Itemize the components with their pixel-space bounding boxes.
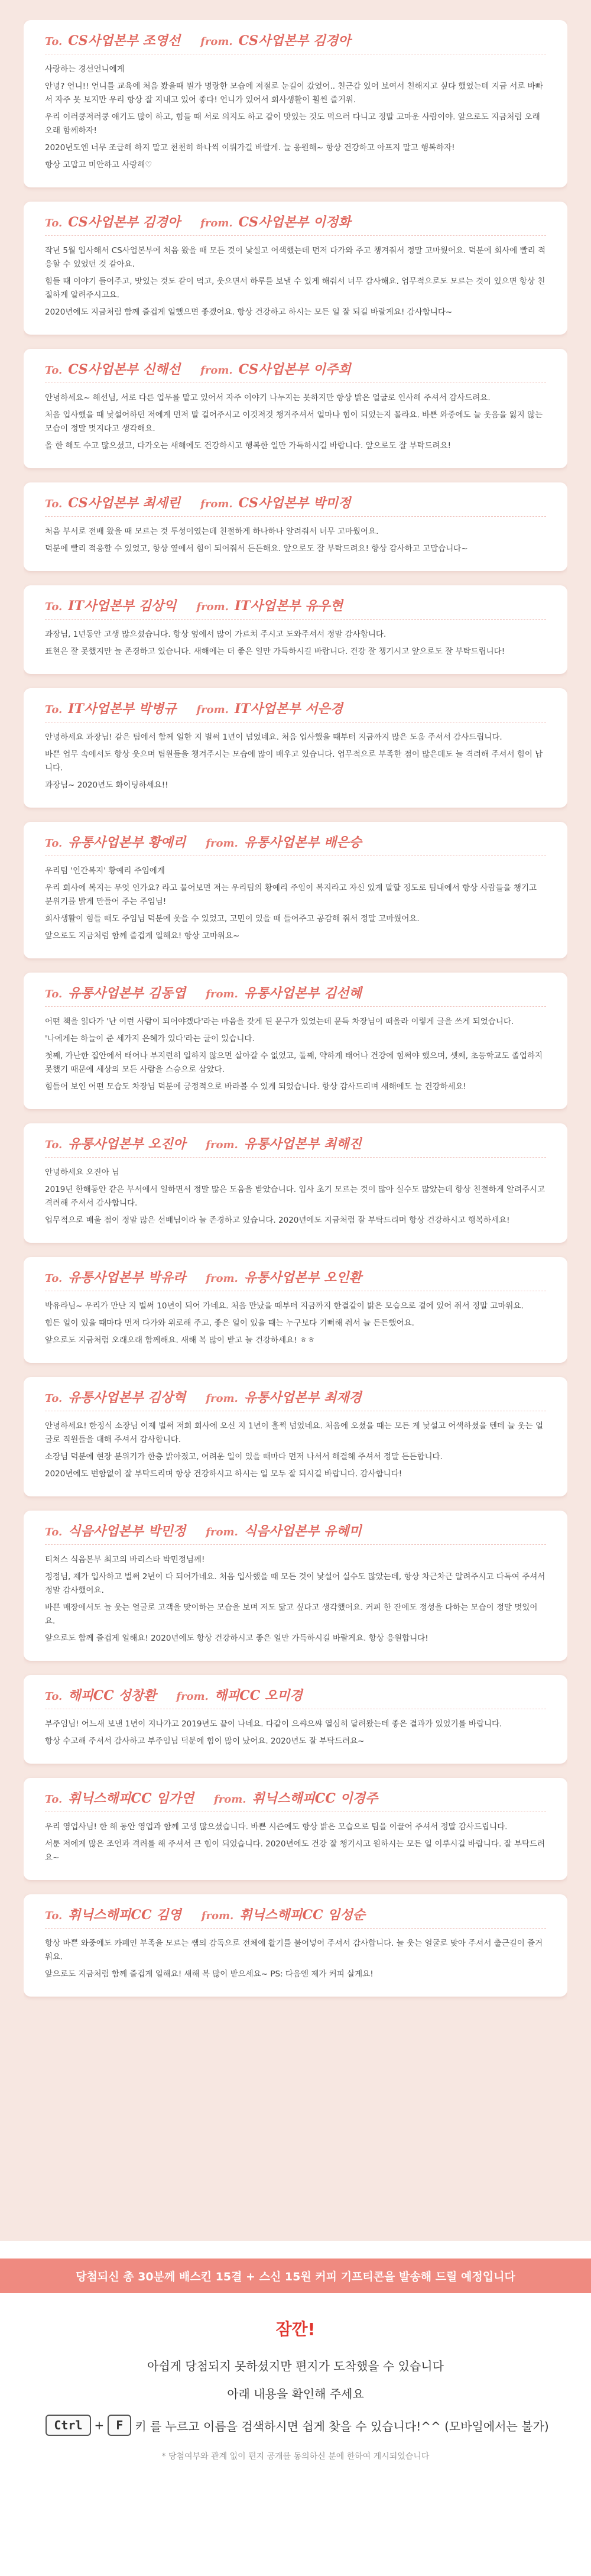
sender-name: IT사업본부 유우현 (234, 598, 343, 614)
search-hint-text: 키 를 누르고 이름을 검색하시면 쉽게 찾을 수 있습니다!^^ (모바일에서는 불가) (135, 2419, 549, 2434)
to-label: To. (45, 988, 63, 1000)
letter-card (24, 349, 567, 468)
letter-line: 안녕? 언니!! 언니를 교육에 처음 봤을때 뭔가 명랑한 모습에 저절로 눈길이 갔었어.. 친근감 있어 보여서 친해지고 싶다 했었는데 지금 서로 바빠서 자주 못 보지만 우리 항상 잘 지내고 있어 좋다! 언니가 있어서 회사생활이 훨씬 즐거워. (45, 82, 543, 105)
footer-notice (0, 2241, 591, 2576)
letter-line: 힘든 일이 있을 때마다 먼저 다가와 위로해 주고, 좋은 일이 있을 때는 누구보다 기뻐해 줘서 늘 든든했어요. (45, 1318, 414, 1328)
sender-name: 유통사업본부 배은승 (243, 835, 362, 850)
f-key: F (108, 2415, 131, 2436)
sender-name: 해피CC 오미경 (214, 1688, 303, 1703)
recipient-name: CS사업본부 김경아 (68, 215, 181, 230)
letter-header (45, 1521, 546, 1545)
sender-name: CS사업본부 박미정 (238, 495, 351, 511)
letter-body (45, 1015, 546, 1094)
letter-body (45, 63, 546, 172)
letter-line: 항상 수고해 주셔서 감사하고 부주임님 덕분에 힘이 많이 났어요. 2020년도 잘 부탁드려요~ (45, 1736, 365, 1746)
letter-header (45, 1268, 546, 1291)
sender-name: 식음사업본부 유혜미 (243, 1524, 362, 1539)
letter-line: 앞으로도 지금처럼 함께 즐겁게 일해요! 새해 복 많이 받으세요~ PS: 다음엔 제가 커피 살게요! (45, 1969, 374, 1979)
sender-name: 휘닉스해피CC 이경주 (252, 1791, 378, 1806)
letter-header (45, 212, 546, 236)
from-label: from. (206, 1272, 238, 1285)
to-label: To. (45, 1392, 63, 1405)
letter-header (45, 1388, 546, 1411)
letter-line: '나에게는 하늘이 준 세가지 은혜가 있다'라는 글이 있습니다. (45, 1034, 255, 1044)
letter-line: 업무적으로 배울 점이 정말 많은 선배님이라 늘 존경하고 있습니다. 2020년에도 지금처럼 잘 부탁드리며 항상 건강하시고 행복하세요! (45, 1216, 510, 1225)
recipient-name: CS사업본부 조영선 (68, 33, 181, 48)
letter-line: 처음 입사했을 때 낯설어하던 저에게 먼저 말 걸어주시고 이것저것 챙겨주셔서 얼마나 힘이 되었는지 몰라요. 바쁜 와중에도 늘 웃음을 잃지 않는 모습이 정말 멋지다고 생각해요. (45, 410, 543, 433)
letter-line: 2020년에도 지금처럼 함께 즐겁게 일했으면 좋겠어요. 항상 건강하고 하시는 모든 일 잘 되길 바랄게요! 감사합니다~ (45, 307, 453, 317)
sender-name: 유통사업본부 오인환 (243, 1270, 362, 1285)
from-label: from. (200, 364, 233, 377)
letter-header (45, 31, 546, 54)
letter-line: 우리 회사에 복지는 무엇 인가요? 라고 물어보면 저는 우리팀의 황예리 주임이 복지라고 자신 있게 말할 정도로 팀내에서 항상 사람들을 챙기고 분위기를 밝게 만들어 주는 주임님! (45, 883, 537, 906)
letter-card (24, 1377, 567, 1496)
letter-line: 2019년 한해동안 같은 부서에서 일하면서 정말 많은 도움을 받았습니다. 입사 초기 모르는 것이 많아 실수도 많았는데 항상 친절하게 알려주시고 격려해 주셔서 감사합니다. (45, 1185, 545, 1208)
notice-line-2: 아래 내용을 확인해 주세요 (227, 2387, 364, 2401)
letter-body (45, 628, 546, 659)
recipient-name: IT사업본부 박병규 (68, 701, 177, 717)
letter-line: 2020년도엔 너무 조급해 하지 말고 천천히 하나씩 이뤄가길 바랄게. 늘 응원해~ 항상 건강하고 아프지 말고 행복하자! (45, 143, 455, 153)
recipient-name: CS사업본부 최세린 (68, 495, 181, 511)
letter-body (45, 731, 546, 792)
letter-line: 우리팀 '인간복지' 황예리 주임에게 (45, 866, 165, 876)
notice-line-1: 아쉽게 당첨되지 못하셨지만 편지가 도착했을 수 있습니다 (147, 2359, 444, 2373)
recipient-name: 휘닉스해피CC 김영 (68, 1907, 181, 1923)
letter-line: 우리 영업사님! 한 해 동안 영업과 함께 고생 많으셨습니다. 바쁜 시즌에도 항상 밝은 모습으로 팀을 이끌어 주셔서 정말 감사드립니다. (45, 1822, 508, 1832)
letter-line: 처음 부서로 전배 왔을 때 모르는 것 투성이였는데 친절하게 하나하나 알려줘서 너무 고마웠어요. (45, 527, 379, 536)
letter-line: 서툰 저에게 많은 조언과 격려를 해 주셔서 큰 힘이 되었습니다. 2020년에도 건강 잘 챙기시고 원하시는 모든 일 이루시길 바랍니다. 잘 부탁드려요~ (45, 1839, 545, 1862)
letter-body (45, 1553, 546, 1645)
letter-body (45, 1166, 546, 1227)
recipient-name: 유통사업본부 김동엽 (68, 986, 186, 1001)
to-label: To. (45, 35, 63, 48)
recipient-name: 유통사업본부 오진아 (68, 1136, 186, 1152)
recipient-name: CS사업본부 신해선 (68, 362, 181, 377)
letter-card (24, 1123, 567, 1243)
letter-line: 과장님~ 2020년도 화이팅하세요!! (45, 780, 168, 790)
recipient-name: 유통사업본부 박유라 (68, 1270, 186, 1285)
letter-line: 항상 고맙고 미안하고 사랑해♡ (45, 160, 152, 170)
letter-line: 힘들어 보인 어떤 모습도 차장님 덕분에 긍정적으로 바라볼 수 있게 되었습니다. 항상 감사드리며 새해에도 늘 건강하세요! (45, 1082, 467, 1091)
letter-header (45, 359, 546, 383)
recipient-name: 휘닉스해피CC 임가연 (68, 1791, 194, 1806)
letter-header (45, 983, 546, 1007)
letter-line: 힘들 때 이야기 들어주고, 맛있는 것도 같이 먹고, 웃으면서 하루를 보낼 수 있게 해줘서 너무 감사해요. 업무적으로도 모르는 것이 있으면 항상 친절하게 알려주시고요. (45, 277, 545, 300)
letter-line: 작년 5월 입사해서 CS사업본부에 처음 왔을 때 모든 것이 낯설고 어색했는데 먼저 다가와 주고 챙겨줘서 정말 고마웠어요. 덕분에 회사에 빨리 적응할 수 있었던 것 같아요. (45, 246, 545, 269)
letter-card (24, 1257, 567, 1363)
ctrl-key: Ctrl (46, 2415, 90, 2436)
letter-line: 우리 이러쿵저러쿵 얘기도 많이 하고, 힘들 때 서로 의지도 하고 같이 맛있는 것도 먹으러 다니고 정말 고마운 사람이야. 앞으로도 지금처럼 오래오래 함께하자! (45, 112, 540, 135)
letter-line: 안녕하세요 오진아 님 (45, 1168, 119, 1177)
prize-banner (0, 2259, 591, 2293)
letter-body (45, 525, 546, 556)
letter-line: 티처스 식음본부 최고의 바리스타 박민정님께! (45, 1555, 205, 1564)
letter-card (24, 585, 567, 674)
from-label: from. (206, 1139, 238, 1151)
to-label: To. (45, 704, 63, 716)
letter-header (45, 1134, 546, 1158)
from-label: from. (176, 1690, 209, 1703)
plus-sign: + (94, 2418, 105, 2432)
letter-body (45, 1820, 546, 1865)
recipient-name: 유통사업본부 황예리 (68, 835, 186, 850)
to-label: To. (45, 364, 63, 377)
sender-name: CS사업본부 이주희 (238, 362, 351, 377)
to-label: To. (45, 1793, 63, 1806)
to-label: To. (45, 837, 63, 850)
letter-line: 사랑하는 경선언니에게 (45, 64, 125, 74)
letter-header (45, 493, 546, 517)
to-label: To. (45, 1139, 63, 1151)
letter-card (24, 1511, 567, 1661)
letter-card (24, 202, 567, 335)
letter-card (24, 688, 567, 808)
to-label: To. (45, 601, 63, 613)
from-label: from. (196, 704, 229, 716)
sender-name: CS사업본부 이정화 (238, 215, 351, 230)
letter-line: 바쁜 매장에서도 늘 웃는 얼굴로 고객을 맞이하는 모습을 보며 저도 닮고 싶다고 생각했어요. 커피 한 잔에도 정성을 다하는 모습이 정말 멋있어요. (45, 1603, 538, 1626)
from-label: from. (206, 1526, 238, 1538)
letter-header (45, 1788, 546, 1812)
from-label: from. (206, 1392, 238, 1405)
letter-body (45, 864, 546, 943)
letter-body (45, 1937, 546, 1981)
letter-line: 박유라님~ 우리가 만난 지 벌써 10년이 되어 가네요. 처음 만났을 때부터 지금까지 한결같이 밝은 모습으로 곁에 있어 줘서 정말 고마워요. (45, 1301, 524, 1311)
letter-line: 안녕하세요 과장님! 같은 팀에서 함께 일한 지 벌써 1년이 넘었네요. 처음 입사했을 때부터 지금까지 많은 도움 주셔서 감사드립니다. (45, 733, 502, 742)
letter-line: 항상 바쁜 와중에도 카페인 부족을 모르는 쌤의 감독으로 전체에 활기를 불어넣어 주셔서 감사합니다. 늘 웃는 얼굴로 맞아 주셔서 출근길이 즐거워요. (45, 1939, 543, 1962)
recipient-name: 식음사업본부 박민정 (68, 1524, 186, 1539)
from-label: from. (206, 988, 238, 1000)
sender-name: 유통사업본부 최해진 (243, 1136, 362, 1152)
letter-line: 안녕하세요! 한정식 소장님 이제 벌써 저희 회사에 오신 지 1년이 훌쩍 넘었네요. 처음에 오셨을 때는 모든 게 낯설고 어색하셨을 텐데 늘 웃는 얼굴로 직원들을 대해 주셔서 감사합니다. (45, 1421, 543, 1444)
letter-line: 덕분에 빨리 적응할 수 있었고, 항상 옆에서 힘이 되어줘서 든든해요. 앞으로도 잘 부탁드려요! 항상 감사하고 고맙습니다~ (45, 544, 468, 553)
from-label: from. (196, 601, 229, 613)
recipient-name: 해피CC 성창환 (68, 1688, 157, 1703)
to-label: To. (45, 1526, 63, 1538)
letter-header (45, 596, 546, 620)
sender-name: CS사업본부 김경아 (238, 33, 351, 48)
letter-card (24, 1675, 567, 1764)
letter-line: 바쁜 업무 속에서도 항상 웃으며 팀원들을 챙겨주시는 모습에 많이 배우고 있습니다. 업무적으로 부족한 점이 많은데도 늘 격려해 주셔서 힘이 납니다. (45, 750, 543, 773)
to-label: To. (45, 1690, 63, 1703)
to-label: To. (45, 217, 63, 229)
letter-line: 표현은 잘 못했지만 늘 존경하고 있습니다. 새해에는 더 좋은 일만 가득하시길 바랍니다. 건강 잘 챙기시고 앞으로도 잘 부탁드립니다! (45, 647, 505, 656)
letter-body (45, 391, 546, 453)
letter-card (24, 482, 567, 571)
letter-body (45, 1718, 546, 1748)
sender-name: IT사업본부 서은경 (234, 701, 343, 717)
letter-line: 부주임님! 어느새 보낸 1년이 지나가고 2019년도 끝이 나네요. 다같이 으쌰으쌰 열심히 달려왔는데 좋은 결과가 있었기를 바랍니다. (45, 1719, 502, 1729)
letter-header (45, 699, 546, 722)
letter-line: 어떤 책을 읽다가 '난 이런 사람이 되어야겠다'라는 마음을 갖게 된 문구가 있었는데 문득 차장님이 떠올라 이렇게 글을 쓰게 되었습니다. (45, 1017, 514, 1026)
from-label: from. (201, 1910, 234, 1922)
letter-line: 과장님, 1년동안 고생 많으셨습니다. 항상 옆에서 많이 가르쳐 주시고 도와주셔서 정말 감사합니다. (45, 630, 387, 639)
letter-line: 회사생활이 힘들 때도 주임님 덕분에 웃을 수 있었고, 고민이 있을 때 들어주고 공감해 줘서 정말 고마웠어요. (45, 914, 420, 924)
letter-card (24, 1894, 567, 1997)
letter-header (45, 1686, 546, 1709)
notice-title: 잠깐! (275, 2319, 316, 2339)
letter-line: 소장님 덕분에 현장 분위기가 한층 밝아졌고, 어려운 일이 있을 때마다 먼저 나서서 해결해 주셔서 정말 든든합니다. (45, 1452, 443, 1462)
letter-card (24, 1778, 567, 1880)
letter-body (45, 244, 546, 319)
to-label: To. (45, 1910, 63, 1922)
letter-line: 앞으로도 함께 즐겁게 일해요! 2020년에도 항상 건강하시고 좋은 일만 가득하시길 바랄게요. 항상 응원합니다! (45, 1634, 428, 1643)
from-label: from. (200, 498, 233, 510)
disclaimer-note: * 당첨여부와 관계 없이 편지 공개를 동의하신 분에 한하여 게시되었습니다 (161, 2452, 430, 2461)
sender-name: 유통사업본부 최재경 (243, 1390, 362, 1405)
letter-line: 정정님, 제가 입사하고 벌써 2년이 다 되어가네요. 처음 입사했을 때 모든 것이 낯설어 실수도 많았는데, 항상 차근차근 알려주시고 다독여 주셔서 정말 감사했어요. (45, 1572, 545, 1595)
sender-name: 유통사업본부 김선혜 (243, 986, 362, 1001)
recipient-name: 유통사업본부 김상혁 (68, 1390, 186, 1405)
letter-card (24, 822, 567, 958)
letter-line: 올 한 해도 수고 많으셨고, 다가오는 새해에도 건강하시고 행복한 일만 가득하시길 바랍니다. 앞으로도 잘 부탁드려요! (45, 441, 451, 451)
to-label: To. (45, 1272, 63, 1285)
letter-body (45, 1300, 546, 1347)
letter-line: 안녕하세요~ 해선님, 서로 다른 업무를 맡고 있어서 자주 이야기 나누지는 못하지만 항상 밝은 얼굴로 인사해 주셔서 감사드려요. (45, 393, 491, 403)
from-label: from. (214, 1793, 246, 1806)
letter-header (45, 832, 546, 856)
search-hint (0, 2415, 591, 2436)
to-label: To. (45, 498, 63, 510)
prize-banner-text: 당첨되신 총 30분께 배스킨 15결 + 스신 15원 커피 기프티콘을 발송해 드릴 예정입니다 (76, 2270, 515, 2283)
from-label: from. (200, 217, 233, 229)
from-label: from. (206, 837, 238, 850)
letter-body (45, 1420, 546, 1481)
letter-card (24, 20, 567, 187)
letter-line: 첫째, 가난한 집안에서 태어나 부지런히 일하지 않으면 살아갈 수 없었고, 둘째, 약하게 태어나 건강에 힘써야 했으며, 셋째, 초등학교도 졸업하지 못했기 때문에 세상의 모든 사람을 스승으로 삼았다. (45, 1051, 543, 1074)
letter-line: 2020년에도 변함없이 잘 부탁드리며 항상 건강하시고 하시는 일 모두 잘 되시길 바랍니다. 감사합니다! (45, 1469, 402, 1479)
from-label: from. (200, 35, 233, 48)
recipient-name: IT사업본부 김상익 (68, 598, 177, 614)
letter-card (24, 973, 567, 1109)
sender-name: 휘닉스해피CC 임성순 (239, 1907, 365, 1923)
letter-line: 앞으로도 지금처럼 오래오래 함께해요. 새해 복 많이 받고 늘 건강하세요! ㅎㅎ (45, 1336, 315, 1345)
letter-header (45, 1905, 546, 1929)
letter-line: 앞으로도 지금처럼 함께 즐겁게 일해요! 항상 고마워요~ (45, 931, 240, 941)
letters-list (24, 20, 567, 2225)
